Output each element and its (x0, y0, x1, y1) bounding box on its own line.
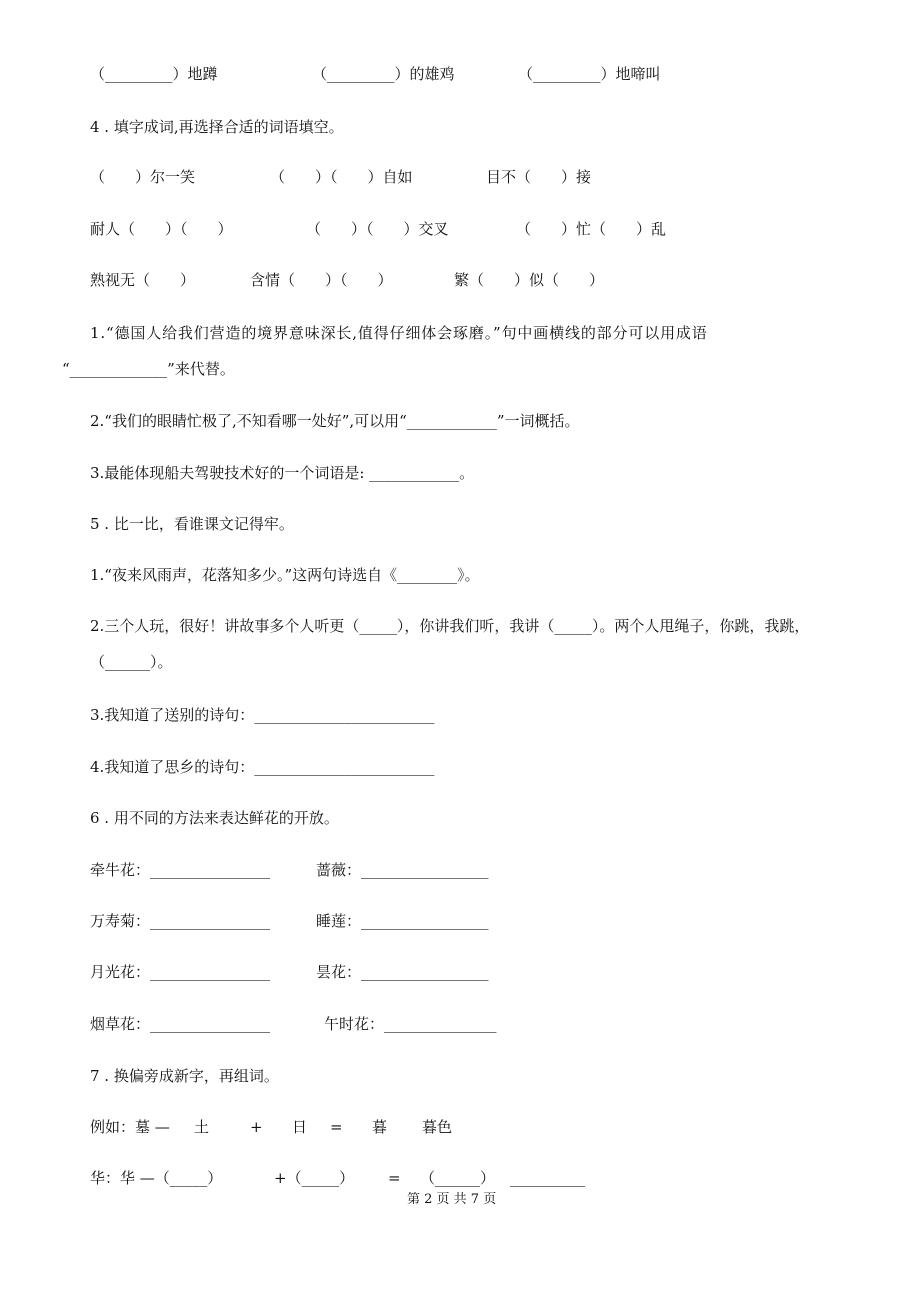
q4-row2-item-1: 耐人（ ）（ ） (90, 220, 233, 238)
q4-row1-item-2: （ ）（ ）自如 (270, 168, 413, 186)
q6-title: 6 . 用不同的方法来表达鲜花的开放。 (90, 809, 339, 827)
q7-example-word: 暮色 (422, 1118, 453, 1136)
q3-item-b: （_________）的雄鸡 (312, 65, 455, 83)
q7-example-remove: 土 (194, 1118, 210, 1136)
q4-row2-item-2: （ ）（ ）交叉 (306, 220, 449, 238)
q7-example-lead: 例如：墓 — (90, 1118, 170, 1136)
q4-sub3: 3.最能体现船夫驾驶技术好的一个词语是: ____________。 (90, 464, 475, 482)
q4-row1-item-1: （ ）尔一笑 (90, 168, 196, 186)
q4-row1-item-3: 目不（ ）接 (486, 168, 592, 186)
q7-example-equals: = (330, 1118, 343, 1136)
q6-item-wanshouju: 万寿菊：________________ (90, 912, 271, 930)
q4-row3-item-1: 熟视无（ ） (90, 271, 196, 289)
q6-item-yueguanghua: 月光花：________________ (90, 963, 271, 981)
q3-item-c: （_________）地啼叫 (518, 65, 661, 83)
q5-sub3: 3.我知道了送别的诗句：________________________ (90, 706, 435, 724)
q4-sub2: 2.“我们的眼睛忙极了,不知看哪一处好”,可以用“____________”一词概括。 (90, 412, 580, 430)
page-footer: 第 2 页 共 7 页 (407, 1192, 497, 1207)
q7-example-newchar: 暮 (372, 1118, 388, 1136)
q4-sub1-line1: 1.“德国人给我们营造的境界意味深长,值得仔细体会琢磨。”句中画横线的部分可以用成语 (90, 324, 708, 342)
q7-example-plus: + (250, 1118, 263, 1136)
q5-sub2-line2: （______）。 (90, 653, 173, 671)
q7-title: 7 . 换偏旁成新字，再组词。 (90, 1067, 279, 1085)
q4-title: 4 . 填字成词,再选择合适的词语填空。 (90, 118, 344, 136)
q4-row3-item-3: 繁（ ）似（ ） (454, 271, 605, 289)
q4-sub1-line2: “_____________”来代替。 (62, 360, 235, 378)
q6-item-qianniuhua: 牵牛花：________________ (90, 861, 271, 879)
q5-sub4: 4.我知道了思乡的诗句：________________________ (90, 758, 435, 776)
q3-item-a: （_________）地蹲 (90, 65, 218, 83)
q4-row2-item-3: （ ）忙（ ）乱 (516, 220, 667, 238)
q6-item-yancaohua: 烟草花：________________ (90, 1015, 271, 1033)
q6-item-qiangwei: 蔷薇：_________________ (316, 861, 489, 879)
q7-task-newchar: （______） (420, 1169, 496, 1187)
q6-item-tanhua: 昙花：_________________ (316, 963, 489, 981)
q6-item-wushihua: 午时花：_______________ (324, 1015, 497, 1033)
q7-example-add: 日 (292, 1118, 308, 1136)
q5-sub2-line1: 2.三个人玩，很好！讲故事多个人听更（_____），你讲我们听，我讲（_____）。两个人甩绳子，你跳，我跳， (90, 617, 810, 635)
q7-task-word: __________ (510, 1169, 585, 1187)
q5-title: 5 . 比一比，看谁课文记得牢。 (90, 515, 294, 533)
q4-row3-item-2: 含情（ ）（ ） (250, 271, 393, 289)
q7-task-equals: = (388, 1169, 401, 1187)
q6-item-shuilian: 睡莲：_________________ (316, 912, 489, 930)
q5-sub1: 1.“夜来风雨声，花落知多少。”这两句诗选自《________》。 (90, 566, 480, 584)
q7-task-lead: 华：华 —（_____） (90, 1169, 223, 1187)
q7-task-add: +（_____） (274, 1169, 355, 1187)
